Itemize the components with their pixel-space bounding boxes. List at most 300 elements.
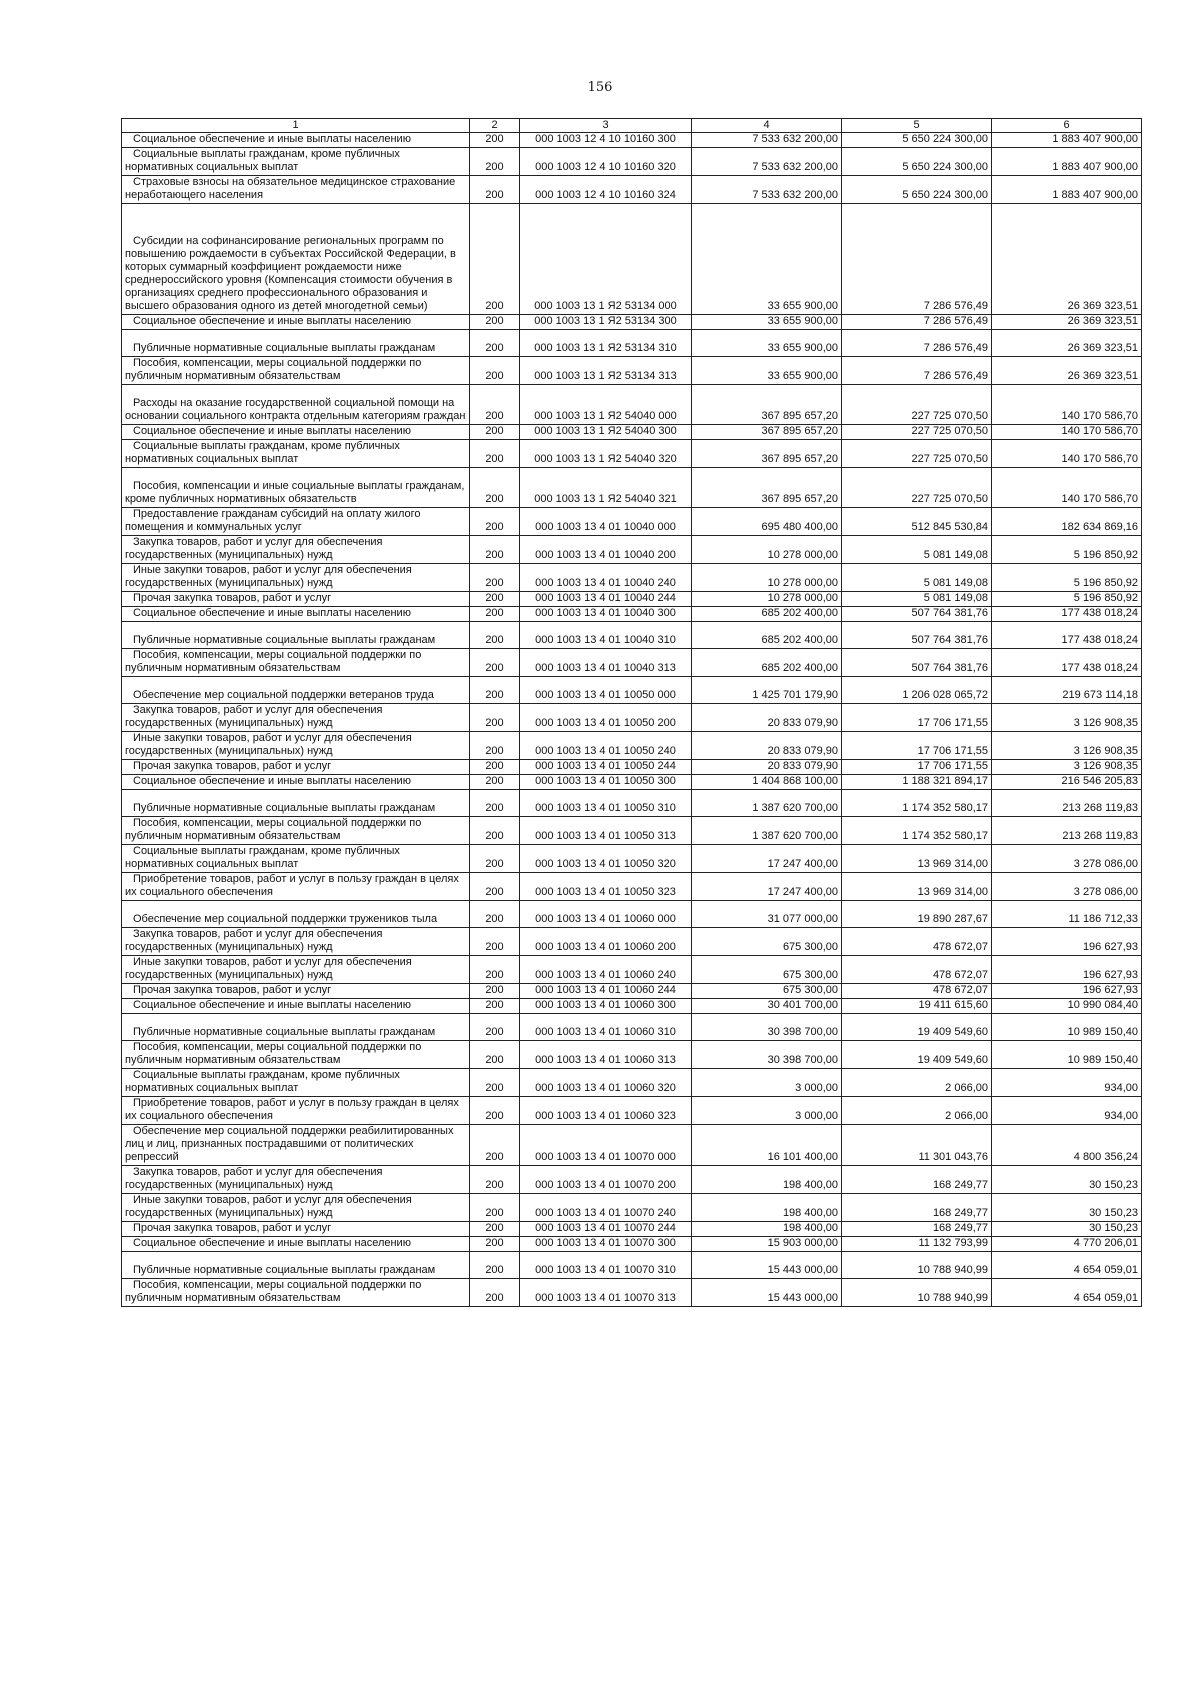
row-line-code: 200 [470,385,520,425]
row-line-code: 200 [470,928,520,956]
row-classification-code: 000 1003 13 4 01 10050 200 [520,704,692,732]
row-approved-amount: 20 833 079,90 [692,732,842,760]
row-description [122,148,470,176]
row-line-code: 200 [470,845,520,873]
row-classification-code: 000 1003 13 4 01 10050 240 [520,732,692,760]
column-header-3: 3 [520,119,692,133]
row-description [122,330,470,357]
table-row [122,1125,1142,1166]
row-description [122,204,470,315]
row-approved-amount: 198 400,00 [692,1222,842,1237]
row-description-text: Социальное обеспечение и иные выплаты населению [133,315,411,327]
row-description [122,956,470,984]
row-line-code: 200 [470,1125,520,1166]
row-approved-amount: 20 833 079,90 [692,760,842,775]
row-description-text: Иные закупки товаров, работ и услуг для обеспечения государственных (муниципальных) нужд [125,1194,412,1219]
table-row [122,790,1142,817]
row-approved-amount: 685 202 400,00 [692,622,842,649]
row-classification-code: 000 1003 13 4 01 10040 240 [520,564,692,592]
row-approved-amount: 1 387 620 700,00 [692,817,842,845]
row-approved-amount: 31 077 000,00 [692,901,842,928]
row-approved-amount: 15 443 000,00 [692,1252,842,1279]
row-remaining-amount: 26 369 323,51 [992,357,1142,385]
row-description-text: Пособия, компенсации, меры социальной поддержки по публичным нормативным обязательствам [125,1279,422,1304]
row-description-text: Предоставление гражданам субсидий на оплату жилого помещения и коммунальных услуг [125,508,421,533]
row-description-text: Социальное обеспечение и иные выплаты населению [133,775,411,787]
row-description [122,425,470,440]
column-header-6: 6 [992,119,1142,133]
row-approved-amount: 685 202 400,00 [692,649,842,677]
row-remaining-amount: 5 196 850,92 [992,564,1142,592]
row-description-text: Расходы на оказание государственной социальной помощи на основании социального контракта отдельным категориям граждан [125,397,466,422]
row-approved-amount: 7 533 632 200,00 [692,148,842,176]
row-line-code: 200 [470,508,520,536]
row-line-code: 200 [470,592,520,607]
row-executed-amount: 5 650 224 300,00 [842,176,992,204]
row-remaining-amount: 30 150,23 [992,1194,1142,1222]
row-classification-code: 000 1003 13 4 01 10070 000 [520,1125,692,1166]
row-description [122,1237,470,1252]
row-classification-code: 000 1003 13 4 01 10050 313 [520,817,692,845]
row-description-text: Иные закупки товаров, работ и услуг для обеспечения государственных (муниципальных) нужд [125,732,412,757]
table-row [122,873,1142,901]
row-remaining-amount: 4 770 206,01 [992,1237,1142,1252]
table-header-row [122,119,1142,133]
table-row [122,357,1142,385]
row-line-code: 200 [470,148,520,176]
row-description [122,592,470,607]
row-description [122,649,470,677]
row-description-text: Публичные нормативные социальные выплаты гражданам [133,1264,436,1276]
row-remaining-amount: 140 170 586,70 [992,440,1142,468]
row-classification-code: 000 1003 13 4 01 10060 240 [520,956,692,984]
row-description [122,845,470,873]
table-row [122,425,1142,440]
row-line-code: 200 [470,330,520,357]
row-executed-amount: 507 764 381,76 [842,607,992,622]
row-description [122,133,470,148]
row-description-text: Пособия, компенсации и иные социальные выплаты гражданам, кроме публичных нормативных обязательств [125,480,465,505]
row-line-code: 200 [470,901,520,928]
row-line-code: 200 [470,425,520,440]
row-line-code: 200 [470,1237,520,1252]
row-description-text: Обеспечение мер социальной поддержки тружеников тыла [133,913,438,925]
row-description-text: Приобретение товаров, работ и услуг в пользу граждан в целях их социального обеспечения [125,873,459,898]
row-description [122,1014,470,1041]
row-approved-amount: 675 300,00 [692,928,842,956]
row-description-text: Прочая закупка товаров, работ и услуг [133,760,332,772]
row-approved-amount: 7 533 632 200,00 [692,133,842,148]
row-remaining-amount: 140 170 586,70 [992,385,1142,425]
row-line-code: 200 [470,1014,520,1041]
table-row [122,775,1142,790]
row-executed-amount: 227 725 070,50 [842,468,992,508]
row-description-text: Социальное обеспечение и иные выплаты населению [133,607,411,619]
row-remaining-amount: 1 883 407 900,00 [992,148,1142,176]
row-line-code: 200 [470,315,520,330]
row-description [122,760,470,775]
row-approved-amount: 367 895 657,20 [692,440,842,468]
row-description-text: Иные закупки товаров, работ и услуг для обеспечения государственных (муниципальных) нужд [125,564,412,589]
row-description [122,622,470,649]
row-classification-code: 000 1003 13 4 01 10050 300 [520,775,692,790]
row-executed-amount: 5 081 149,08 [842,592,992,607]
row-remaining-amount: 140 170 586,70 [992,468,1142,508]
row-remaining-amount: 196 627,93 [992,984,1142,999]
row-classification-code: 000 1003 13 4 01 10070 310 [520,1252,692,1279]
row-remaining-amount: 934,00 [992,1069,1142,1097]
row-line-code: 200 [470,1041,520,1069]
row-line-code: 200 [470,468,520,508]
row-executed-amount: 17 706 171,55 [842,732,992,760]
table-row [122,1069,1142,1097]
row-description [122,357,470,385]
row-approved-amount: 10 278 000,00 [692,592,842,607]
row-line-code: 200 [470,649,520,677]
row-line-code: 200 [470,133,520,148]
table-row [122,385,1142,425]
row-remaining-amount: 30 150,23 [992,1222,1142,1237]
row-remaining-amount: 213 268 119,83 [992,790,1142,817]
row-executed-amount: 11 301 043,76 [842,1125,992,1166]
row-remaining-amount: 5 196 850,92 [992,592,1142,607]
row-executed-amount: 13 969 314,00 [842,873,992,901]
row-description-text: Социальные выплаты гражданам, кроме публичных нормативных социальных выплат [125,440,400,465]
row-approved-amount: 10 278 000,00 [692,536,842,564]
table-row [122,1279,1142,1307]
row-executed-amount: 5 650 224 300,00 [842,148,992,176]
row-approved-amount: 33 655 900,00 [692,204,842,315]
table-row [122,1194,1142,1222]
table-row [122,622,1142,649]
row-description [122,468,470,508]
row-description-text: Социальное обеспечение и иные выплаты населению [133,425,411,437]
table-row [122,148,1142,176]
row-remaining-amount: 1 883 407 900,00 [992,176,1142,204]
column-header-2: 2 [470,119,520,133]
row-approved-amount: 3 000,00 [692,1069,842,1097]
row-description [122,607,470,622]
row-executed-amount: 2 066,00 [842,1097,992,1125]
row-description-text: Закупка товаров, работ и услуг для обеспечения государственных (муниципальных) нужд [125,1166,383,1191]
table-row [122,1014,1142,1041]
row-executed-amount: 478 672,07 [842,956,992,984]
row-description [122,1166,470,1194]
row-remaining-amount: 10 989 150,40 [992,1041,1142,1069]
row-classification-code: 000 1003 13 1 Я2 54040 320 [520,440,692,468]
row-description-text: Обеспечение мер социальной поддержки реабилитированных лиц и лиц, признанных пострадавшими от политических репрессий [125,1125,454,1163]
row-classification-code: 000 1003 13 1 Я2 53134 313 [520,357,692,385]
page-number: 156 [587,80,613,95]
row-line-code: 200 [470,622,520,649]
row-classification-code: 000 1003 13 1 Я2 54040 000 [520,385,692,425]
row-classification-code: 000 1003 13 1 Я2 54040 321 [520,468,692,508]
table-row [122,592,1142,607]
row-executed-amount: 1 174 352 580,17 [842,790,992,817]
row-classification-code: 000 1003 13 4 01 10050 244 [520,760,692,775]
row-classification-code: 000 1003 13 4 01 10060 323 [520,1097,692,1125]
row-approved-amount: 10 278 000,00 [692,564,842,592]
row-line-code: 200 [470,357,520,385]
row-approved-amount: 7 533 632 200,00 [692,176,842,204]
row-line-code: 200 [470,440,520,468]
row-description [122,176,470,204]
row-description-text: Прочая закупка товаров, работ и услуг [133,1222,332,1234]
row-classification-code: 000 1003 12 4 10 10160 300 [520,133,692,148]
row-executed-amount: 507 764 381,76 [842,649,992,677]
row-classification-code: 000 1003 13 4 01 10050 320 [520,845,692,873]
table-row [122,330,1142,357]
row-approved-amount: 198 400,00 [692,1194,842,1222]
row-executed-amount: 478 672,07 [842,928,992,956]
row-approved-amount: 33 655 900,00 [692,315,842,330]
row-approved-amount: 3 000,00 [692,1097,842,1125]
row-remaining-amount: 5 196 850,92 [992,536,1142,564]
row-executed-amount: 512 845 530,84 [842,508,992,536]
row-description-text: Пособия, компенсации, меры социальной поддержки по публичным нормативным обязательствам [125,1041,422,1066]
table-row [122,508,1142,536]
row-description [122,1125,470,1166]
row-executed-amount: 1 174 352 580,17 [842,817,992,845]
table-row [122,845,1142,873]
row-description [122,775,470,790]
row-line-code: 200 [470,204,520,315]
row-approved-amount: 17 247 400,00 [692,873,842,901]
row-remaining-amount: 216 546 205,83 [992,775,1142,790]
row-approved-amount: 367 895 657,20 [692,425,842,440]
row-remaining-amount: 10 990 084,40 [992,999,1142,1014]
row-classification-code: 000 1003 13 4 01 10060 000 [520,901,692,928]
row-executed-amount: 13 969 314,00 [842,845,992,873]
table-row [122,440,1142,468]
row-classification-code: 000 1003 13 1 Я2 53134 300 [520,315,692,330]
table-row [122,176,1142,204]
row-description [122,1279,470,1307]
row-classification-code: 000 1003 13 1 Я2 54040 300 [520,425,692,440]
row-description-text: Прочая закупка товаров, работ и услуг [133,592,332,604]
table-row [122,928,1142,956]
row-description [122,901,470,928]
row-classification-code: 000 1003 13 4 01 10040 300 [520,607,692,622]
row-classification-code: 000 1003 13 4 01 10050 323 [520,873,692,901]
row-executed-amount: 19 409 549,60 [842,1014,992,1041]
row-executed-amount: 19 409 549,60 [842,1041,992,1069]
row-remaining-amount: 10 989 150,40 [992,1014,1142,1041]
table-row [122,760,1142,775]
row-approved-amount: 17 247 400,00 [692,845,842,873]
row-classification-code: 000 1003 13 4 01 10060 244 [520,984,692,999]
row-classification-code: 000 1003 13 1 Я2 53134 000 [520,204,692,315]
row-classification-code: 000 1003 12 4 10 10160 324 [520,176,692,204]
row-approved-amount: 1 387 620 700,00 [692,790,842,817]
row-executed-amount: 11 132 793,99 [842,1237,992,1252]
row-executed-amount: 17 706 171,55 [842,704,992,732]
row-description [122,928,470,956]
row-description [122,1041,470,1069]
row-description [122,984,470,999]
row-classification-code: 000 1003 13 4 01 10060 310 [520,1014,692,1041]
row-approved-amount: 367 895 657,20 [692,468,842,508]
row-remaining-amount: 196 627,93 [992,956,1142,984]
row-approved-amount: 1 425 701 179,90 [692,677,842,704]
row-remaining-amount: 3 278 086,00 [992,873,1142,901]
row-description-text: Прочая закупка товаров, работ и услуг [133,984,332,996]
row-description-text: Приобретение товаров, работ и услуг в пользу граждан в целях их социального обеспечения [125,1097,459,1122]
table-row [122,817,1142,845]
row-classification-code: 000 1003 13 4 01 10070 313 [520,1279,692,1307]
table-row [122,564,1142,592]
row-executed-amount: 168 249,77 [842,1222,992,1237]
row-description [122,564,470,592]
row-remaining-amount: 213 268 119,83 [992,817,1142,845]
row-remaining-amount: 177 438 018,24 [992,622,1142,649]
row-description [122,440,470,468]
row-executed-amount: 168 249,77 [842,1194,992,1222]
row-classification-code: 000 1003 13 4 01 10040 313 [520,649,692,677]
row-description-text: Закупка товаров, работ и услуг для обеспечения государственных (муниципальных) нужд [125,928,383,953]
row-executed-amount: 7 286 576,49 [842,330,992,357]
row-line-code: 200 [470,1222,520,1237]
row-classification-code: 000 1003 13 4 01 10070 244 [520,1222,692,1237]
row-remaining-amount: 26 369 323,51 [992,330,1142,357]
row-approved-amount: 16 101 400,00 [692,1125,842,1166]
row-executed-amount: 478 672,07 [842,984,992,999]
row-classification-code: 000 1003 13 4 01 10040 244 [520,592,692,607]
row-approved-amount: 1 404 868 100,00 [692,775,842,790]
row-description-text: Публичные нормативные социальные выплаты гражданам [133,1026,436,1038]
row-remaining-amount: 182 634 869,16 [992,508,1142,536]
table-row [122,732,1142,760]
row-approved-amount: 33 655 900,00 [692,330,842,357]
row-approved-amount: 15 443 000,00 [692,1279,842,1307]
table-row [122,901,1142,928]
table-row [122,1166,1142,1194]
row-executed-amount: 227 725 070,50 [842,440,992,468]
row-remaining-amount: 177 438 018,24 [992,607,1142,622]
row-executed-amount: 168 249,77 [842,1166,992,1194]
row-executed-amount: 5 650 224 300,00 [842,133,992,148]
row-executed-amount: 2 066,00 [842,1069,992,1097]
row-description-text: Субсидии на софинансирование региональных программ по повышению рождаемости в субъектах Российской Федерации, в которых суммарный коэффициент рождаемости ниже среднероссийского уровня (Компенсация стоимости обучения в организациях среднего профессионального образования и высшего образования одного из детей многодетной семьи) [125,235,456,312]
row-description-text: Социальное обеспечение и иные выплаты населению [133,133,411,145]
row-description-text: Иные закупки товаров, работ и услуг для обеспечения государственных (муниципальных) нужд [125,956,412,981]
row-approved-amount: 675 300,00 [692,984,842,999]
row-classification-code: 000 1003 13 4 01 10060 300 [520,999,692,1014]
row-description-text: Публичные нормативные социальные выплаты гражданам [133,802,436,814]
row-approved-amount: 675 300,00 [692,956,842,984]
row-remaining-amount: 26 369 323,51 [992,315,1142,330]
row-classification-code: 000 1003 13 4 01 10060 313 [520,1041,692,1069]
row-classification-code: 000 1003 13 4 01 10040 000 [520,508,692,536]
row-classification-code: 000 1003 12 4 10 10160 320 [520,148,692,176]
row-line-code: 200 [470,1252,520,1279]
row-description [122,704,470,732]
row-remaining-amount: 3 126 908,35 [992,704,1142,732]
row-line-code: 200 [470,704,520,732]
row-remaining-amount: 3 126 908,35 [992,732,1142,760]
row-remaining-amount: 4 654 059,01 [992,1252,1142,1279]
row-remaining-amount: 219 673 114,18 [992,677,1142,704]
row-executed-amount: 19 411 615,60 [842,999,992,1014]
row-line-code: 200 [470,1166,520,1194]
row-description [122,817,470,845]
row-description [122,1097,470,1125]
row-line-code: 200 [470,817,520,845]
row-approved-amount: 33 655 900,00 [692,357,842,385]
row-description-text: Социальное обеспечение и иные выплаты населению [133,1237,411,1249]
row-description-text: Социальные выплаты гражданам, кроме публичных нормативных социальных выплат [125,148,400,173]
column-header-1: 1 [122,119,470,133]
row-classification-code: 000 1003 13 4 01 10070 300 [520,1237,692,1252]
row-line-code: 200 [470,1194,520,1222]
row-approved-amount: 695 480 400,00 [692,508,842,536]
row-line-code: 200 [470,775,520,790]
row-line-code: 200 [470,1069,520,1097]
row-executed-amount: 507 764 381,76 [842,622,992,649]
table-row [122,315,1142,330]
row-line-code: 200 [470,607,520,622]
row-line-code: 200 [470,760,520,775]
row-remaining-amount: 4 654 059,01 [992,1279,1142,1307]
row-executed-amount: 7 286 576,49 [842,357,992,385]
row-classification-code: 000 1003 13 4 01 10050 000 [520,677,692,704]
row-description-text: Публичные нормативные социальные выплаты гражданам [133,634,436,646]
row-description-text: Закупка товаров, работ и услуг для обеспечения государственных (муниципальных) нужд [125,704,383,729]
row-classification-code: 000 1003 13 4 01 10060 200 [520,928,692,956]
row-description [122,1194,470,1222]
table-row [122,999,1142,1014]
row-line-code: 200 [470,873,520,901]
row-description-text: Социальное обеспечение и иные выплаты населению [133,999,411,1011]
row-description [122,999,470,1014]
table-row [122,536,1142,564]
row-remaining-amount: 26 369 323,51 [992,204,1142,315]
row-line-code: 200 [470,1279,520,1307]
row-executed-amount: 10 788 940,99 [842,1279,992,1307]
row-executed-amount: 10 788 940,99 [842,1252,992,1279]
table-row [122,133,1142,148]
row-approved-amount: 30 398 700,00 [692,1041,842,1069]
row-classification-code: 000 1003 13 4 01 10060 320 [520,1069,692,1097]
row-remaining-amount: 4 800 356,24 [992,1125,1142,1166]
row-description [122,732,470,760]
column-header-4: 4 [692,119,842,133]
row-remaining-amount: 11 186 712,33 [992,901,1142,928]
row-line-code: 200 [470,999,520,1014]
table-row [122,956,1142,984]
row-executed-amount: 227 725 070,50 [842,425,992,440]
row-approved-amount: 15 903 000,00 [692,1237,842,1252]
row-description [122,677,470,704]
row-remaining-amount: 3 278 086,00 [992,845,1142,873]
row-description-text: Обеспечение мер социальной поддержки ветеранов труда [133,689,434,701]
row-description [122,536,470,564]
row-executed-amount: 17 706 171,55 [842,760,992,775]
row-approved-amount: 20 833 079,90 [692,704,842,732]
row-approved-amount: 685 202 400,00 [692,607,842,622]
row-classification-code: 000 1003 13 4 01 10070 240 [520,1194,692,1222]
row-executed-amount: 7 286 576,49 [842,204,992,315]
table-row [122,1097,1142,1125]
row-line-code: 200 [470,536,520,564]
table-row [122,1237,1142,1252]
row-line-code: 200 [470,732,520,760]
row-approved-amount: 367 895 657,20 [692,385,842,425]
row-approved-amount: 30 398 700,00 [692,1014,842,1041]
row-description [122,1252,470,1279]
row-classification-code: 000 1003 13 4 01 10070 200 [520,1166,692,1194]
row-executed-amount: 19 890 287,67 [842,901,992,928]
